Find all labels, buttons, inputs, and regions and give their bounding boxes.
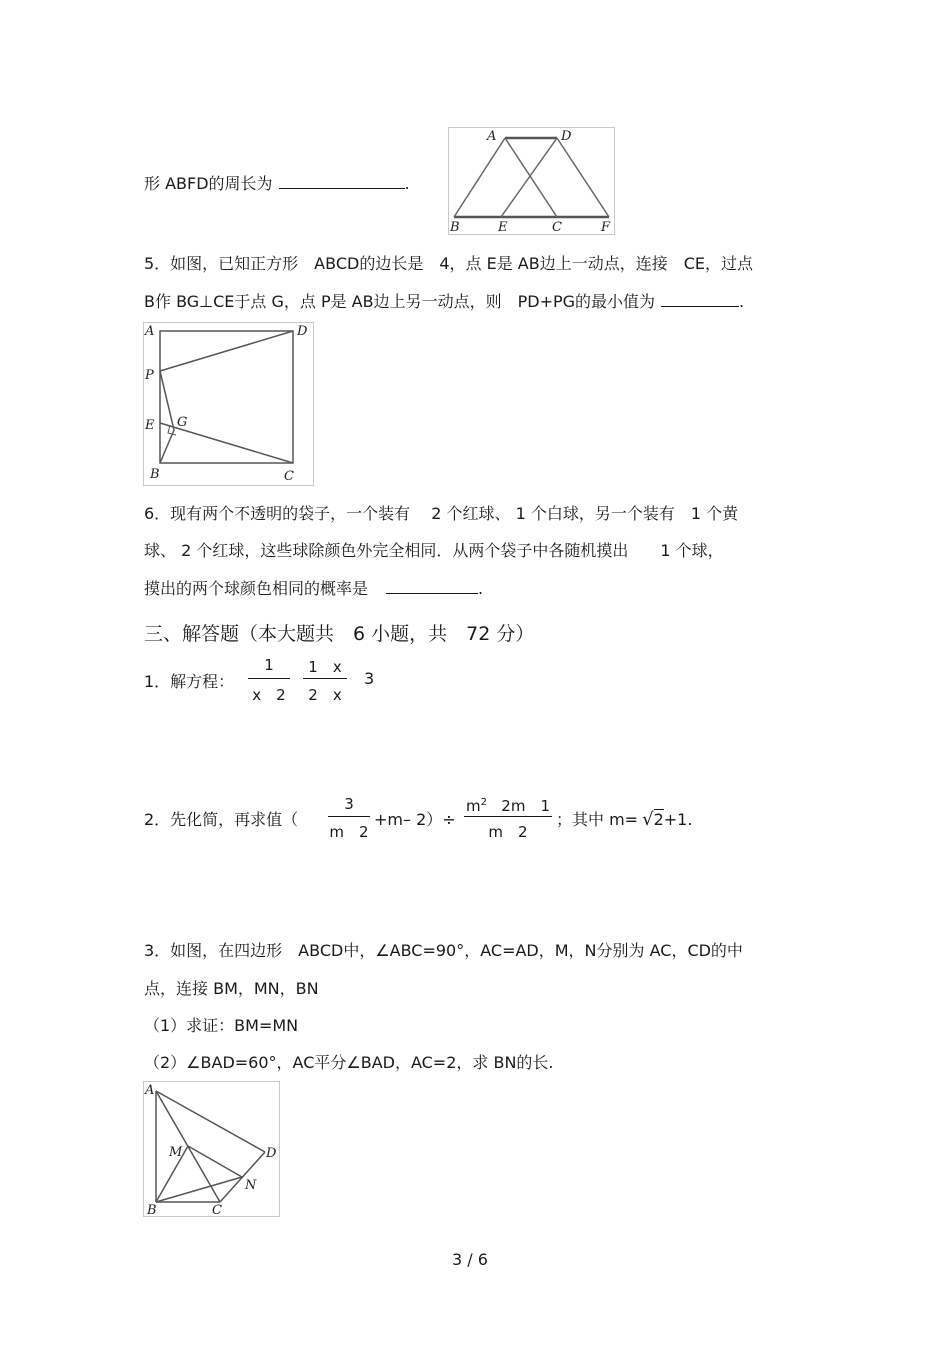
q5-line2-end: . [739,292,745,311]
label-A: A [145,1083,155,1098]
sqrt-radicand: 2 [653,810,664,829]
q6-line3-text: 摸出的两个球颜色相同的概率是 [144,579,369,598]
q6-line1: 6．现有两个不透明的袋子，一个装有 2 个红球、 1 个白球，另一个装有 1 个黄 [144,504,739,523]
figure-square [143,322,314,486]
p2-fraction-1 [328,793,370,843]
fraction-denominator: m 2 [488,823,528,841]
page-number: 3 / 6 [452,1250,488,1269]
label-C: C [284,469,294,484]
p1-fraction-1 [248,654,290,704]
p3-sub2: （2）∠BAD=60°，AC平分∠BAD，AC=2，求 BN的长. [144,1053,554,1072]
p1-fraction-2 [303,654,347,704]
p2-fraction-2 [464,790,552,844]
fraction-numerator: 1 [264,656,274,674]
section-title: 三、解答题（本大题共 6 小题，共 72 分） [144,623,535,645]
label-F: F [601,220,611,234]
label-C: C [212,1203,222,1216]
p3-sub1: （1）求证：BM=MN [144,1016,299,1035]
fraction-bar [328,816,370,817]
q4-tail-end: . [404,174,410,193]
q5-line1: 5．如图，已知正方形 ABCD的边长是 4，点 E是 AB边上一动点，连接 CE，过点 [144,254,753,273]
answer-blank[interactable] [661,292,739,307]
label-B: B [150,467,160,482]
label-D: D [297,324,308,339]
fraction-bar [248,678,290,679]
fraction-denominator: m 2 [329,823,369,841]
p1-rhs: 3 [364,669,375,688]
fraction-numerator: 3 [344,795,354,813]
q6-line3-end: . [478,579,484,598]
q6-line3 [144,576,483,599]
num-rest: 2m 1 [501,797,550,815]
figure-trapezoid [448,127,615,235]
label-C: C [552,220,562,234]
answer-blank[interactable] [279,174,405,189]
label-A: A [145,324,155,339]
label-M: M [169,1145,183,1160]
p2-tail-b: +1. [663,810,693,829]
label-B: B [147,1203,157,1216]
fraction-denominator: x 2 [252,686,286,704]
label-E: E [498,220,508,234]
sqrt-expression [642,809,664,830]
label-N: N [245,1178,257,1193]
label-D: D [561,129,572,144]
p1-label: 1．解方程： [144,672,235,691]
num-exponent: 2 [480,797,487,808]
label-P: P [145,368,154,383]
q4-tail-text [144,171,410,194]
num-m: m [465,797,481,815]
fraction-denominator: 2 x [308,686,342,704]
answer-blank[interactable] [386,579,478,594]
label-B: B [450,220,460,234]
fraction-numerator: 1 x [308,658,342,676]
q4-tail-label: 形 ABFD的周长为 [144,174,273,193]
q5-line2-text: B作 BG⊥CE于点 G，点 P是 AB边上另一动点，则 PD+PG的最小值为 [144,292,656,311]
fraction-bar [303,678,347,679]
p3-line1: 3．如图，在四边形 ABCD中，∠ABC=90°，AC=AD，M，N分别为 AC，CD的中 [144,941,743,960]
p3-line2: 点，连接 BM，MN，BN [144,979,319,998]
q5-line2 [144,289,744,312]
p2-label: 2．先化简，再求值（ [144,810,299,829]
sqrt-symbol: √ [642,809,654,830]
fraction-numerator [464,795,552,816]
q6-line2: 球、 2 个红球，这些球除颜色外完全相同．从两个袋子中各随机摸出 1 个球， [144,541,724,560]
label-D: D [266,1146,277,1161]
label-E: E [145,418,155,433]
p2-tail-a: ；其中 m= [556,810,639,829]
figure-quadrilateral [143,1081,280,1217]
p2-mid: +m– 2）÷ [374,810,456,829]
p2-tail [556,807,692,830]
fraction-bar [464,816,552,817]
label-A: A [487,129,497,144]
label-G: G [177,415,188,430]
